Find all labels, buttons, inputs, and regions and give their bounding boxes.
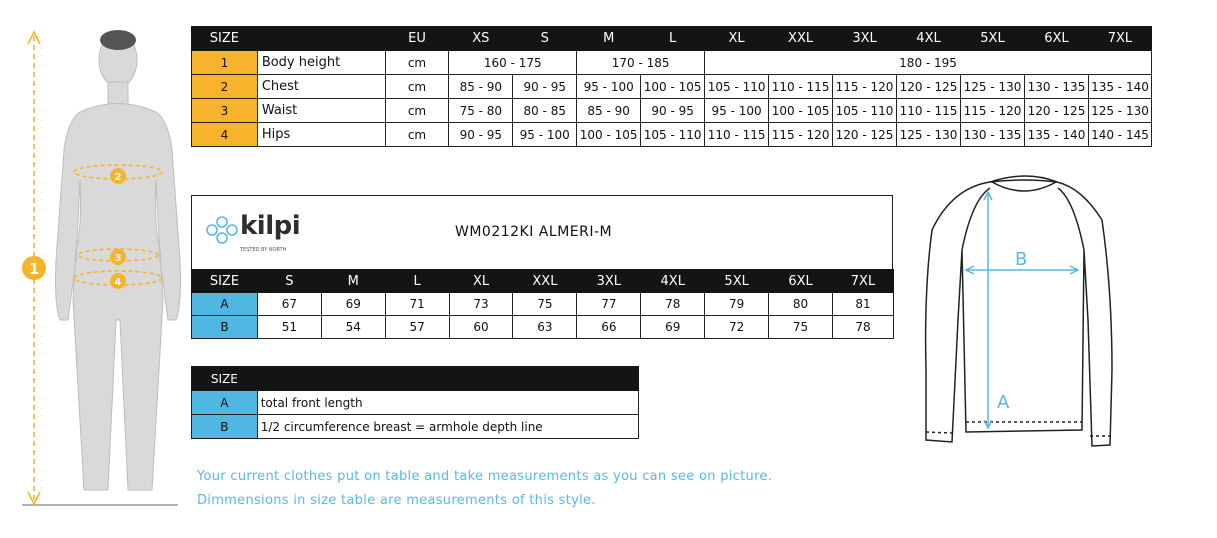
header-cell: SIZE (192, 367, 258, 391)
value-cell: 140 - 145 (1088, 123, 1151, 147)
value-cell: 100 - 105 (769, 99, 833, 123)
body-size-table (191, 26, 1152, 147)
instruction-note: Dimmensions in size table are measurements of this style. (197, 493, 596, 508)
row-label: Body height (257, 51, 385, 75)
value-cell: 180 - 195 (705, 51, 1152, 75)
value-cell: 100 - 105 (641, 75, 705, 99)
shirt-diagram (912, 170, 1122, 460)
kilpi-logo-icon (204, 214, 240, 246)
value-cell: 120 - 125 (1024, 99, 1088, 123)
table-header-row (192, 270, 894, 293)
shirt-label-b: B (1015, 249, 1028, 270)
header-cell: S (513, 27, 577, 51)
svg-text:3: 3 (114, 253, 122, 264)
table-header-row (192, 27, 1152, 51)
table-row (192, 51, 1152, 75)
value-cell: 110 - 115 (705, 123, 769, 147)
row-key: B (192, 316, 258, 339)
value-cell: 115 - 120 (833, 75, 897, 99)
value-cell: 72 (705, 316, 769, 339)
header-cell: 4XL (641, 270, 705, 293)
value-cell: 66 (577, 316, 641, 339)
table-row (192, 123, 1152, 147)
value-cell: 135 - 140 (1024, 123, 1088, 147)
brand-logo-text: kilpi (240, 211, 301, 241)
unit-cell: cm (385, 75, 449, 99)
value-cell: 105 - 110 (641, 123, 705, 147)
header-cell: L (641, 27, 705, 51)
value-cell: 73 (449, 293, 513, 316)
measure-marker-2 (110, 168, 126, 184)
row-description: 1/2 circumference breast = armhole depth line (257, 415, 638, 439)
value-cell: 95 - 100 (705, 99, 769, 123)
header-cell: EU (385, 27, 449, 51)
value-cell: 54 (321, 316, 385, 339)
measure-marker-4 (110, 273, 126, 289)
header-cell: 3XL (833, 27, 897, 51)
table-row (192, 391, 639, 415)
value-cell: 75 - 80 (449, 99, 513, 123)
header-cell: M (321, 270, 385, 293)
value-cell: 90 - 95 (641, 99, 705, 123)
value-cell: 95 - 100 (577, 75, 641, 99)
value-cell: 67 (257, 293, 321, 316)
header-cell (257, 367, 638, 391)
table-row (192, 415, 639, 439)
body-figure (0, 0, 190, 538)
value-cell: 105 - 110 (705, 75, 769, 99)
row-number: 4 (192, 123, 258, 147)
value-cell: 120 - 125 (897, 75, 961, 99)
svg-text:2: 2 (114, 172, 122, 183)
shirt-label-a: A (997, 392, 1010, 413)
value-cell: 79 (705, 293, 769, 316)
row-label: Chest (257, 75, 385, 99)
header-cell: SIZE (192, 27, 258, 51)
value-cell: 95 - 100 (513, 123, 577, 147)
value-cell: 105 - 110 (833, 99, 897, 123)
value-cell: 130 - 135 (961, 123, 1025, 147)
header-cell: 6XL (1024, 27, 1088, 51)
header-cell: XL (449, 270, 513, 293)
value-cell: 51 (257, 316, 321, 339)
table-row (192, 75, 1152, 99)
header-cell: L (385, 270, 449, 293)
header-cell: SIZE (192, 270, 258, 293)
table-row (192, 99, 1152, 123)
unit-cell: cm (385, 99, 449, 123)
value-cell: 77 (577, 293, 641, 316)
header-cell (257, 27, 385, 51)
row-number: 2 (192, 75, 258, 99)
value-cell: 125 - 130 (1088, 99, 1151, 123)
value-cell: 80 - 85 (513, 99, 577, 123)
value-cell: 90 - 95 (449, 123, 513, 147)
measurement-legend-table (191, 366, 639, 439)
value-cell: 120 - 125 (833, 123, 897, 147)
measure-marker-1 (22, 256, 46, 280)
value-cell: 78 (833, 316, 894, 339)
unit-cell: cm (385, 51, 449, 75)
header-cell: XL (705, 27, 769, 51)
instruction-note: Your current clothes put on table and take measurements as you can see on picture. (197, 469, 773, 484)
header-cell: XS (449, 27, 513, 51)
value-cell: 135 - 140 (1088, 75, 1151, 99)
value-cell: 90 - 95 (513, 75, 577, 99)
measure-marker-3 (110, 249, 126, 265)
value-cell: 85 - 90 (577, 99, 641, 123)
value-cell: 85 - 90 (449, 75, 513, 99)
row-description: total front length (257, 391, 638, 415)
header-cell: 7XL (1088, 27, 1151, 51)
row-number: 3 (192, 99, 258, 123)
value-cell: 110 - 115 (897, 99, 961, 123)
header-cell: 6XL (769, 270, 833, 293)
value-cell: 71 (385, 293, 449, 316)
row-key: A (192, 391, 258, 415)
value-cell: 69 (321, 293, 385, 316)
svg-text:1: 1 (28, 260, 40, 278)
table-row (192, 316, 894, 339)
value-cell: 75 (513, 293, 577, 316)
header-cell: 7XL (833, 270, 894, 293)
value-cell: 57 (385, 316, 449, 339)
value-cell: 80 (769, 293, 833, 316)
svg-text:4: 4 (114, 277, 122, 288)
header-cell: 3XL (577, 270, 641, 293)
row-label: Waist (257, 99, 385, 123)
row-key: B (192, 415, 258, 439)
value-cell: 81 (833, 293, 894, 316)
header-cell: S (257, 270, 321, 293)
value-cell: 110 - 115 (769, 75, 833, 99)
header-cell: 4XL (897, 27, 961, 51)
value-cell: 78 (641, 293, 705, 316)
header-cell: 5XL (961, 27, 1025, 51)
value-cell: 100 - 105 (577, 123, 641, 147)
header-cell: 5XL (705, 270, 769, 293)
header-cell: XXL (769, 27, 833, 51)
value-cell: 125 - 130 (961, 75, 1025, 99)
value-cell: 75 (769, 316, 833, 339)
value-cell: 69 (641, 316, 705, 339)
row-key: A (192, 293, 258, 316)
table-header-row (192, 367, 639, 391)
model-title: WM0212KI ALMERI-M (455, 224, 613, 240)
value-cell: 60 (449, 316, 513, 339)
value-cell: 125 - 130 (897, 123, 961, 147)
row-label: Hips (257, 123, 385, 147)
garment-size-table (191, 269, 894, 339)
value-cell: 115 - 120 (769, 123, 833, 147)
row-number: 1 (192, 51, 258, 75)
value-cell: 63 (513, 316, 577, 339)
header-cell: XXL (513, 270, 577, 293)
value-cell: 160 - 175 (449, 51, 577, 75)
value-cell: 130 - 135 (1024, 75, 1088, 99)
table-row (192, 293, 894, 316)
unit-cell: cm (385, 123, 449, 147)
header-cell: M (577, 27, 641, 51)
value-cell: 170 - 185 (577, 51, 705, 75)
value-cell: 115 - 120 (961, 99, 1025, 123)
brand-tagline: TESTED BY NORTH (240, 247, 287, 253)
